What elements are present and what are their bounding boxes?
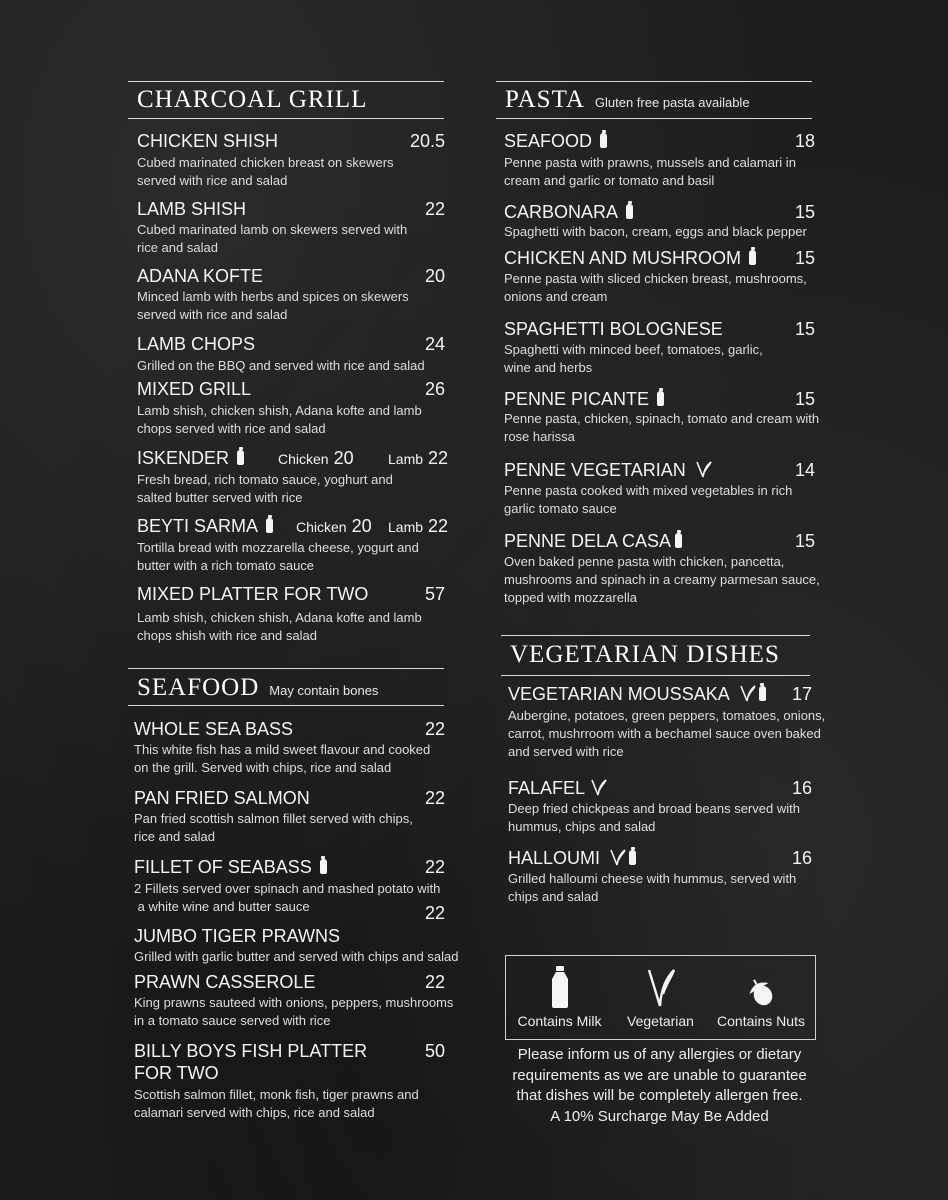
item-price-lamb: Lamb 22 <box>388 448 449 468</box>
leaf-v-icon <box>591 778 607 796</box>
section-title-pasta: PASTA Gluten free pasta available <box>505 86 750 113</box>
milk-bottle-icon <box>629 850 636 865</box>
item-price: 15 <box>795 202 816 222</box>
item-price-chicken: Chicken 20 <box>296 516 372 536</box>
item-description: Pan fried scottish salmon fillet served with chips, rice and salad <box>134 811 413 844</box>
item-price: 57 <box>425 584 446 604</box>
item-price-lamb: Lamb 22 <box>388 516 449 536</box>
leaf-v-icon <box>696 460 712 478</box>
section-rule <box>496 118 812 119</box>
milk-bottle-icon <box>657 391 664 406</box>
item-name: VEGETARIAN MOUSSAKA <box>508 683 766 705</box>
item-name: WHOLE SEA BASS <box>134 719 294 739</box>
milk-bottle-icon <box>675 533 682 548</box>
item-price: 22 <box>425 199 446 219</box>
item-name: BEYTI SARMA <box>137 515 273 537</box>
section-rule <box>501 635 810 636</box>
section-rule <box>128 81 444 82</box>
section-rule <box>501 675 810 676</box>
section-rule <box>496 81 812 82</box>
item-description: King prawns sauteed with onions, peppers, mushrooms in a tomato sauce served with rice <box>134 995 454 1028</box>
item-description: Penne pasta with prawns, mussels and calamari in cream and garlic or tomato and basil <box>504 155 796 188</box>
milk-bottle-icon <box>266 518 273 533</box>
item-price: 50 <box>425 1041 446 1061</box>
item-price: 20.5 <box>410 131 446 151</box>
item-name: ADANA KOFTE <box>137 266 264 286</box>
item-name: LAMB CHOPS <box>137 334 256 354</box>
item-description: Spaghetti with bacon, cream, eggs and black pepper <box>504 224 807 239</box>
item-description: 2 Fillets served over spinach and mashed potato with a white wine and butter sauce <box>134 881 441 914</box>
milk-bottle-icon <box>600 133 607 148</box>
item-price: 18 <box>795 131 816 151</box>
item-price: 22 <box>425 903 446 923</box>
item-description: Penne pasta with sliced chicken breast, mushrooms, onions and cream <box>504 271 807 304</box>
item-description: Scottish salmon fillet, monk fish, tiger prawns and calamari served with chips, rice and salad <box>134 1087 419 1120</box>
item-description: Deep fried chickpeas and broad beans served with hummus, chips and salad <box>508 801 800 834</box>
item-name: PENNE VEGETARIAN <box>504 459 712 481</box>
section-subtitle: Gluten free pasta available <box>594 95 750 110</box>
item-description: Oven baked penne pasta with chicken, pancetta, mushrooms and spinach in a creamy parmesan sauce, topped with mozzarella <box>504 554 820 605</box>
section-title-seafood: SEAFOOD May contain bones <box>137 674 379 701</box>
item-description: Tortilla bread with mozzarella cheese, yogurt and butter with a rich tomato sauce <box>137 540 419 573</box>
item-name: FALAFEL <box>508 777 607 799</box>
leaf-v-icon <box>647 966 675 1008</box>
item-description: Penne pasta cooked with mixed vegetables in rich garlic tomato sauce <box>504 483 793 516</box>
item-price: 16 <box>792 848 813 868</box>
item-description: Aubergine, potatoes, green peppers, tomatoes, onions, carrot, mushrroom with a bechamel sauce oven baked and served with rice <box>508 708 826 759</box>
item-description: Grilled on the BBQ and served with rice and salad <box>137 358 425 373</box>
item-price: 17 <box>792 684 813 704</box>
section-title-vegetarian: VEGETARIAN DISHES <box>510 641 780 668</box>
section-title-charcoal-grill: CHARCOAL GRILL <box>137 86 368 113</box>
item-price: 26 <box>425 379 446 399</box>
item-description: Minced lamb with herbs and spices on skewers served with rice and salad <box>137 289 409 322</box>
item-price: 20 <box>425 266 446 286</box>
item-name: PENNE PICANTE <box>504 388 664 410</box>
item-name: SPAGHETTI BOLOGNESE <box>504 319 723 339</box>
item-description: Lamb shish, chicken shish, Adana kofte and lamb chops shish with rice and salad <box>137 610 422 643</box>
item-name: PENNE DELA CASA <box>504 530 682 552</box>
item-price: 15 <box>795 531 816 551</box>
item-name: BILLY BOYS FISH PLATTER FOR TWO <box>134 1041 368 1083</box>
item-name: CHICKEN AND MUSHROOM <box>504 247 756 269</box>
item-name: MIXED PLATTER FOR TWO <box>137 584 369 604</box>
item-description: Cubed marinated chicken breast on skewers served with rice and salad <box>137 155 394 188</box>
item-description: Grilled with garlic butter and served with chips and salad <box>134 949 459 964</box>
item-price: 14 <box>795 460 816 480</box>
item-description: Fresh bread, rich tomato sauce, yoghurt and salted butter served with rice <box>137 472 393 505</box>
leaf-v-icon <box>740 684 756 702</box>
milk-bottle-icon <box>626 204 633 219</box>
legend-milk: Contains Milk <box>512 966 607 1029</box>
item-price: 22 <box>425 857 446 877</box>
item-description: This white fish has a mild sweet flavour and cooked on the grill. Served with chips, rice and salad <box>134 742 431 775</box>
item-name: PRAWN CASSEROLE <box>134 972 316 992</box>
item-name: JUMBO TIGER PRAWNS <box>134 926 341 946</box>
item-name: CHICKEN SHISH <box>137 131 279 151</box>
allergy-note: Please inform us of any allergies or dietary requirements as we are unable to guarantee that dishes will be completely allergen free. A 10% Surcharge May Be Added <box>512 1046 807 1125</box>
item-name: LAMB SHISH <box>137 199 247 219</box>
item-description: Spaghetti with minced beef, tomatoes, garlic, wine and herbs <box>504 342 763 375</box>
section-rule <box>128 668 444 669</box>
item-name: ISKENDER <box>137 447 244 469</box>
item-name: CARBONARA <box>504 201 633 223</box>
milk-bottle-icon <box>759 686 766 701</box>
acorn-icon <box>746 966 776 1008</box>
item-description: Penne pasta, chicken, spinach, tomato and cream with rose harissa <box>504 411 820 444</box>
legend-vegetarian: Vegetarian <box>618 966 703 1029</box>
item-price: 22 <box>425 719 446 739</box>
milk-bottle-icon <box>551 966 569 1008</box>
item-price: 16 <box>792 778 813 798</box>
section-subtitle: May contain bones <box>269 683 379 698</box>
item-price: 24 <box>425 334 446 354</box>
milk-bottle-icon <box>749 250 756 265</box>
item-price: 22 <box>425 972 446 992</box>
item-price: 15 <box>795 389 816 409</box>
item-name: MIXED GRILL <box>137 379 252 399</box>
item-name: HALLOUMI <box>508 847 636 869</box>
item-description: Cubed marinated lamb on skewers served with rice and salad <box>137 222 408 255</box>
item-name: SEAFOOD <box>504 130 607 152</box>
item-name: FILLET OF SEABASS <box>134 856 327 878</box>
section-rule <box>128 118 444 119</box>
section-rule <box>128 705 444 706</box>
item-price-chicken: Chicken 20 <box>278 448 354 468</box>
item-price: 22 <box>425 788 446 808</box>
item-price: 15 <box>795 319 816 339</box>
item-description: Grilled halloumi cheese with hummus, served with chips and salad <box>508 871 797 904</box>
item-description: Lamb shish, chicken shish, Adana kofte and lamb chops served with rice and salad <box>137 403 422 436</box>
item-name: PAN FRIED SALMON <box>134 788 310 808</box>
milk-bottle-icon <box>237 450 244 465</box>
leaf-v-icon <box>610 848 626 866</box>
milk-bottle-icon <box>320 859 327 874</box>
legend-nuts: Contains Nuts <box>711 966 811 1029</box>
item-price: 15 <box>795 248 816 268</box>
allergen-legend <box>505 955 816 1040</box>
